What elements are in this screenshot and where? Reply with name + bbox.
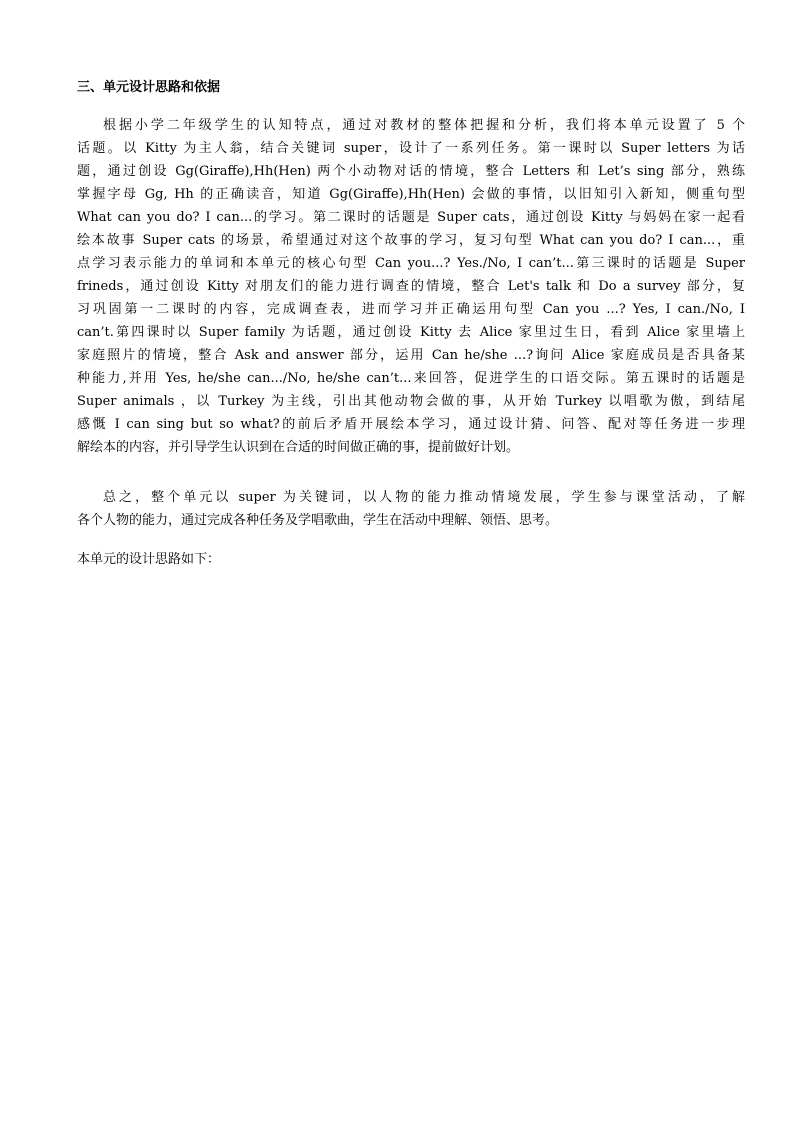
paragraph-summary	[77, 486, 745, 532]
paragraph-line: What can you do? I can...的学习。第二课时的话题是 Super cats，通过创设 Kitty 与妈妈在家一起看	[77, 210, 745, 225]
paragraph-line: 绘本故事 Super cats 的场景，希望通过对这个故事的学习，复习句型 What can you do? I can...，重	[77, 233, 745, 248]
paragraph-design-rationale	[77, 114, 745, 459]
paragraph-line: 点学习表示能力的单词和本单元的核心句型 Can you...? Yes./No, I can’t...第三课时的话题是 Super	[77, 256, 745, 271]
paragraph-line: 总之，整个单元以 super 为关键词，以人物的能力推动情境发展，学生参与课堂活动，了解	[103, 490, 745, 505]
paragraph-line: can’t.第四课时以 Super family 为话题，通过创设 Kitty 去 Alice 家里过生日，看到 Alice 家里墙上	[77, 325, 745, 340]
paragraph-line: 掌握字母 Gg, Hh 的正确读音，知道 Gg(Giraffe),Hh(Hen) 会做的事情，以旧知引入新知，侧重句型	[77, 187, 745, 202]
paragraph-line: 话题。以 Kitty 为主人翁，结合关键词 super，设计了一系列任务。第一课时以 Super letters 为话	[77, 141, 745, 156]
paragraph-line: Super animals ，以 Turkey 为主线，引出其他动物会做的事，从开始 Turkey 以唱歌为傲，到结尾	[77, 394, 745, 409]
paragraph-intro-diagram	[77, 548, 745, 571]
section-heading: 三、单元设计思路和依据	[77, 80, 221, 95]
paragraph-line: 习巩固第一二课时的内容，完成调查表，进而学习并正确运用句型 Can you ...? Yes, I can./No, I	[77, 302, 745, 317]
paragraph-line: 根据小学二年级学生的认知特点，通过对教材的整体把握和分析，我们将本单元设置了 5 个	[103, 118, 745, 133]
paragraph-line: frineds，通过创设 Kitty 对朋友们的能力进行调查的情境，整合 Let's talk 和 Do a survey 部分，复	[77, 279, 745, 294]
paragraph-line: 题，通过创设 Gg(Giraffe),Hh(Hen) 两个小动物对话的情境，整合 Letters 和 Let’s sing 部分，熟练	[77, 164, 745, 179]
paragraph-line: 家庭照片的情境，整合 Ask and answer 部分，运用 Can he/she ...?询问 Alice 家庭成员是否具备某	[77, 348, 745, 363]
paragraph-line: 感慨 I can sing but so what?的前后矛盾开展绘本学习，通过设计猜、问答、配对等任务进一步理	[77, 417, 745, 432]
paragraph-line: 解绘本的内容，并引导学生认识到在合适的时间做正确的事，提前做好计划。	[77, 440, 520, 455]
paragraph-line: 种能力,并用 Yes, he/she can.../No, he/she can’t...来回答，促进学生的口语交际。第五课时的话题是	[77, 371, 745, 386]
paragraph-line: 各个人物的能力，通过完成各种任务及学唱歌曲，学生在活动中理解、领悟、思考。	[77, 513, 559, 528]
paragraph-line: 本单元的设计思路如下：	[77, 552, 221, 567]
